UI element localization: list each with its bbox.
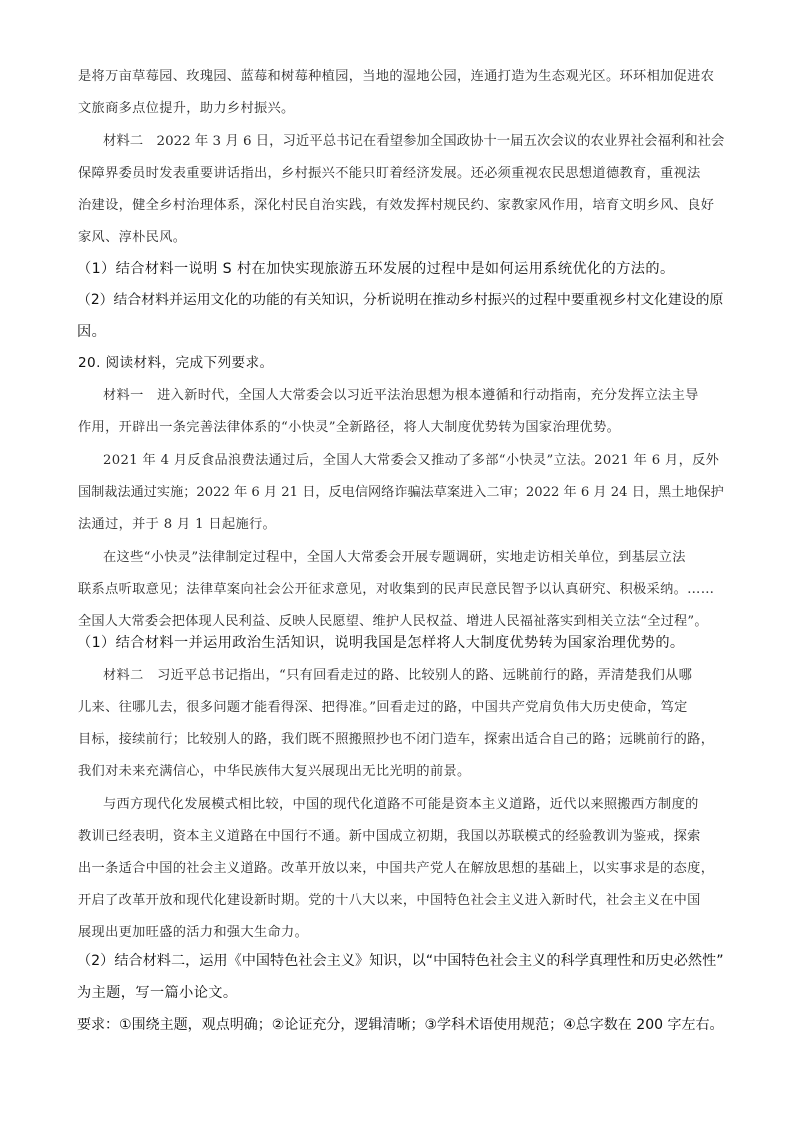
- question-20-material-one-line: 作用，开辟出一条完善法律体系的“小快灵”全新路径，将人大制度优势转为国家治理优势。: [78, 420, 621, 435]
- question-20-material-one-line: 法通过，并于 8 月 1 日起施行。: [78, 517, 277, 532]
- material-two-paragraph-line: 家风、淳朴民风。: [78, 230, 187, 245]
- question-20-part-1: （1）结合材料一并运用政治生活知识，说明我国是怎样将人大制度优势转为国家治理优势的。: [77, 635, 685, 651]
- question-20-material-two-line: 开启了改革开放和现代化建设新时期。党的十八大以来，中国特色社会主义进入新时代，社会主义在中国: [78, 893, 701, 908]
- question-20-part-2: （2）结合材料二，运用《中国特色社会主义》知识，以“中国特色社会主义的科学真理性和历史必然性”: [77, 953, 724, 969]
- question-20-material-one-line: 2021 年 4 月反食品浪费法通过后，全国人大常委会又推动了多部“小快灵”立法。2021 年 6 月，反外: [103, 453, 720, 468]
- question-20-material-one-line: 国制裁法通过实施；2022 年 6 月 21 日，反电信网络诈骗法草案进入二审；2022 年 6 月 24 日，黑土地保护: [78, 485, 724, 500]
- material-two-paragraph-line: 治建设，健全乡村治理体系，深化村民自治实践，有效发挥村规民约、家教家风作用，培育文明乡风、良好: [78, 198, 715, 213]
- question-20-material-two-line: 材料二 习近平总书记指出，“只有回看走过的路、比较别人的路、远眺前行的路，弄清楚我们从哪: [103, 668, 693, 683]
- question-20-material-one-line: 在这些“小快灵”法律制定过程中，全国人大常委会开展专题调研，实地走访相关单位，到基层立法: [103, 550, 686, 565]
- question-20-material-two-line: 儿来、往哪儿去，很多问题才能看得深、把得准。”回看走过的路，中国共产党肩负伟大历史使命，笃定: [78, 700, 688, 715]
- question-20-heading: 20. 阅读材料，完成下列要求。: [78, 355, 274, 371]
- question-20-material-two-line: 目标，接续前行；比较别人的路，我们既不照搬照抄也不闭门造车，探索出适合自己的路；远眺前行的路，: [78, 732, 715, 747]
- question-20-material-one-line: 联系点听取意见；法律草案向社会公开征求意见，对收集到的民声民意民智予以认真研究、积极采纳。……: [78, 582, 715, 597]
- material-one-continued-line: 文旅商多点位提升，助力乡村振兴。: [78, 101, 295, 116]
- question-20-material-two-line: 展现出更加旺盛的活力和强大生命力。: [78, 925, 309, 940]
- question-20-material-two-line: 出一条适合中国的社会主义道路。改革开放以来，中国共产党人在解放思想的基础上，以实事求是的态度，: [78, 861, 715, 876]
- material-two-paragraph-line: 材料二 2022 年 3 月 6 日，习近平总书记在看望参加全国政协十一届五次会议的农业界社会福利和社会: [103, 134, 725, 149]
- material-one-continued-line: 是将万亩草莓园、玫瑰园、蓝莓和树莓种植园，当地的湿地公园，连通打造为生态观光区。环环相加促进农: [78, 69, 715, 84]
- question-19-part-2: 因。: [77, 324, 107, 340]
- question-20-material-two-line: 与西方现代化发展模式相比较，中国的现代化道路不可能是资本主义道路，近代以来照搬西方制度的: [103, 797, 699, 812]
- question-19-part-2: （2）结合材料并运用文化的功能的有关知识，分析说明在推动乡村振兴的过程中要重视乡村文化建设的原: [77, 292, 724, 308]
- question-20-material-one-line: 材料一 进入新时代，全国人大常委会以习近平法治思想为根本遵循和行动指南，充分发挥立法主导: [103, 388, 699, 403]
- question-20-material-one-line: 全国人大常委会把体现人民利益、反映人民愿望、维护人民权益、增进人民福祉落实到相关立法“全过程”。: [78, 614, 708, 629]
- question-19-part-1: （1）结合材料一说明 S 村在加快实现旅游五环发展的过程中是如何运用系统优化的方法的。: [77, 261, 675, 277]
- question-20-part-2: 为主题，写一篇小论文。: [77, 985, 238, 1001]
- essay-requirements: 要求：①围绕主题，观点明确；②论证充分，逻辑清晰；③学科术语使用规范；④总字数在 200 字左右。: [77, 1017, 724, 1033]
- material-two-paragraph-line: 保障界委员时发表重要讲话指出，乡村振兴不能只盯着经济发展。还必须重视农民思想道德教育，重视法: [78, 166, 701, 181]
- question-20-material-two-line: 教训已经表明，资本主义道路在中国行不通。新中国成立初期，我国以苏联模式的经验教训为鉴戒，探索: [78, 829, 701, 844]
- question-20-material-two-line: 我们对未来充满信心，中华民族伟大复兴展现出无比光明的前景。: [78, 764, 471, 779]
